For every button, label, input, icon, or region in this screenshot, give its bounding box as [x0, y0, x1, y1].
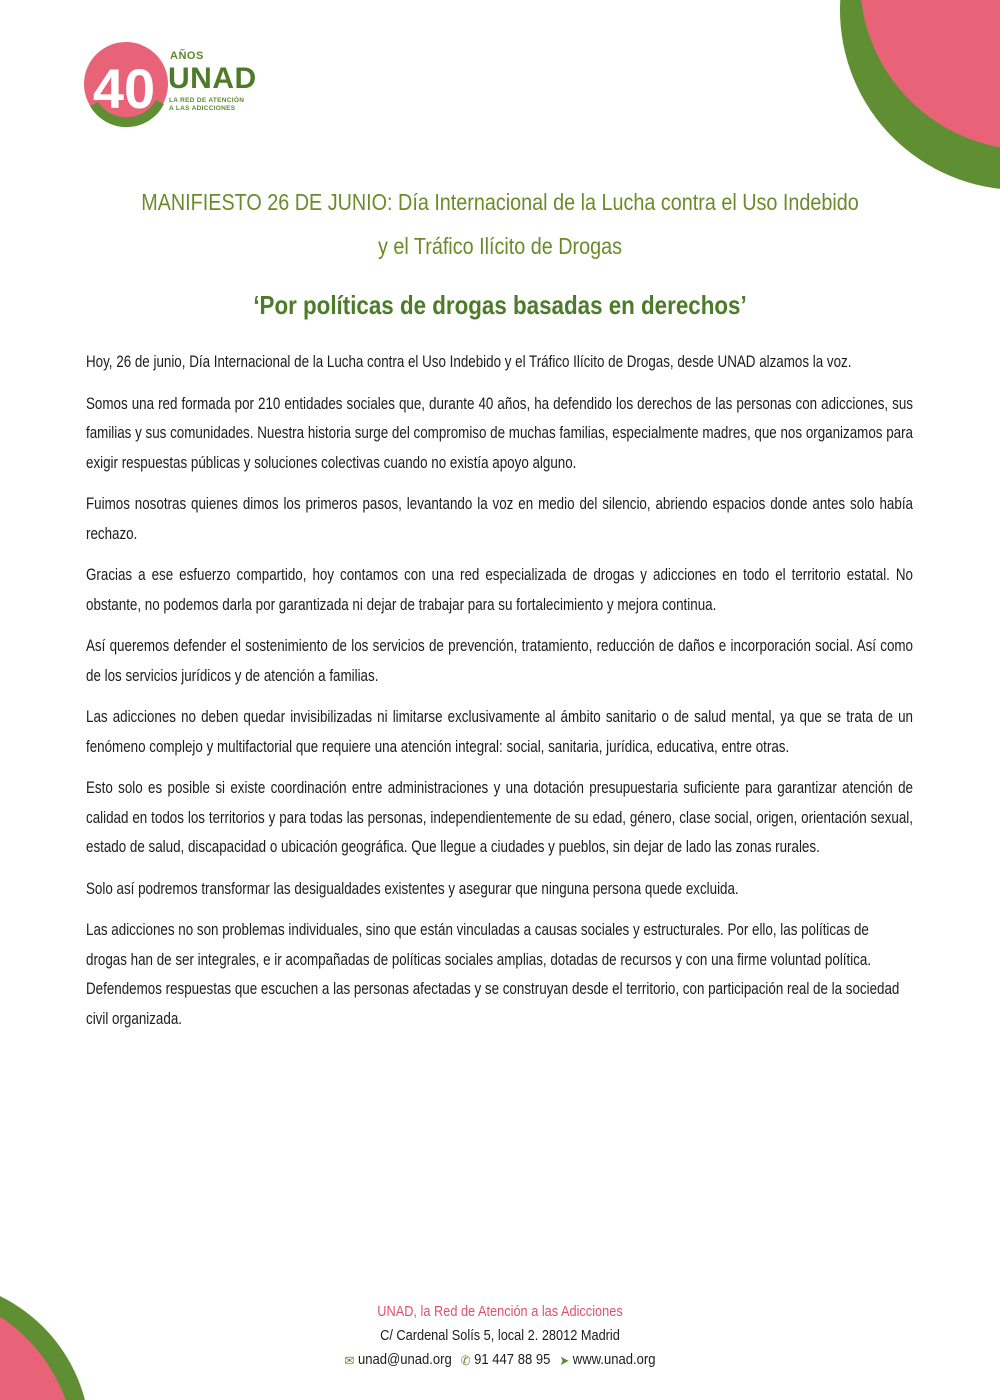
footer-address: C/ Cardenal Solís 5, local 2. 28012 Madrid: [380, 1328, 620, 1344]
paragraph: Las adicciones no deben quedar invisibilizadas ni limitarse exclusivamente al ámbito sanitario o de salud mental, ya que se trata de un fenómeno complejo y multifactorial que requiere una atención integral: social, sanitaria, jurídica, educativa, entre otras.: [86, 708, 913, 756]
phone-icon: ✆: [460, 1352, 471, 1368]
web-icon: ➤: [559, 1352, 570, 1368]
paragraph: Solo así podremos transformar las desigualdades existentes y asegurar que ninguna persona quede excluida.: [86, 879, 739, 898]
paragraph: Las adicciones no son problemas individuales, sino que están vinculadas a causas sociales y estructurales. Por ello, las políticas de drogas han de ser integrales, e ir acompañadas de políticas sociales amplias, dotadas de recursos y con una firme voluntad política. Defendemos respuestas que escuchen a las personas afectadas y se construyan desde el territorio, con participación real de la sociedad civil organizada.: [86, 921, 900, 1028]
paragraph: Así queremos defender el sostenimiento de los servicios de prevención, tratamiento, reducción de daños e incorporación social. Así como de los servicios jurídicos y de atención a familias.: [86, 637, 913, 685]
footer: [0, 1300, 1000, 1372]
footer-email[interactable]: unad@unad.org: [357, 1352, 452, 1368]
footer-website[interactable]: www.unad.org: [572, 1352, 656, 1368]
logo-years: AÑOS: [170, 50, 204, 62]
logo-emblem: [84, 26, 174, 142]
paragraph: Hoy, 26 de junio, Día Internacional de la Lucha contra el Uso Indebido y el Tráfico Ilícito de Drogas, desde UNAD alzamos la voz.: [86, 353, 852, 371]
logo-tagline-line1: LA RED DE ATENCIÓN: [169, 97, 245, 104]
document-subtitle: ‘Por políticas de drogas basadas en derechos’: [253, 290, 747, 320]
unad-logo: [84, 26, 257, 142]
document-title: MANIFIESTO 26 DE JUNIO: Día Internacional de la Lucha contra el Uso Indebido y el Tráfico Ilícito de Drogas: [141, 189, 859, 259]
paragraph: Esto solo es posible si existe coordinación entre administraciones y una dotación presupuestaria suficiente para garantizar atención de calidad en todos los territorios y para todas las personas, independientemente de su edad, género, clase social, origen, orientación sexual, estado de salud, discapacidad o ubicación geográfica. Que llegue a ciudades y pueblos, sin dejar de lado las zonas rurales.: [86, 779, 913, 856]
footer-contact: [50, 1348, 950, 1372]
logo-tagline-line2: A LAS ADICCIONES: [169, 105, 236, 112]
email-icon: ✉: [344, 1352, 355, 1368]
corner-decoration-top-right: [830, 0, 1000, 200]
footer-phone[interactable]: 91 447 88 95: [474, 1352, 551, 1368]
paragraph: Gracias a ese esfuerzo compartido, hoy contamos con una red especializada de drogas y adicciones en todo el territorio estatal. No obstante, no podemos darla por garantizada ni dejar de trabajar para su fortalecimiento y mejora continua.: [86, 566, 913, 614]
document-body: [86, 348, 913, 1046]
logo-number: 40: [92, 57, 156, 120]
footer-organization: UNAD, la Red de Atención a las Adicciones: [377, 1304, 623, 1320]
logo-brand: UNAD: [168, 62, 257, 95]
paragraph: Somos una red formada por 210 entidades sociales que, durante 40 años, ha defendido los derechos de las personas con adicciones, sus familias y sus comunidades. Nuestra historia surge del compromiso de muchas familias, especialmente madres, que nos organizamos para exigir respuestas públicas y soluciones colectivas cuando no existía apoyo alguno.: [86, 394, 913, 472]
paragraph: Fuimos nosotras quienes dimos los primeros pasos, levantando la voz en medio del silencio, abriendo espacios donde antes solo había rechazo.: [86, 495, 913, 543]
